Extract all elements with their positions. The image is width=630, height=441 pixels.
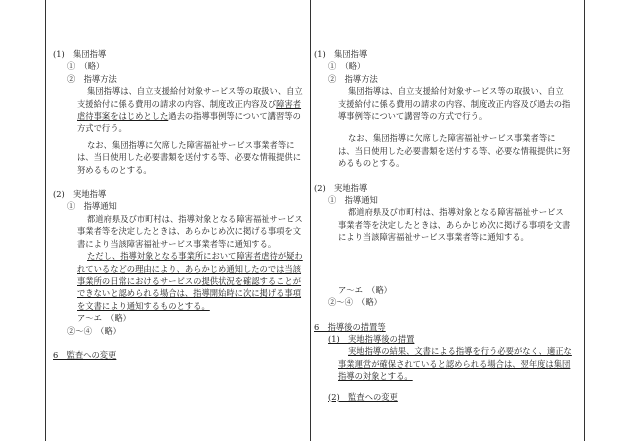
- underlined-amendment: ただし、指導対象となる事業所において障害者虐待が疑われているなどの理由により、あらかじめ通知したのでは当該事業所の日常におけるサービスの提供状況を確認することができないと認められる場合は、指導開始時に次に掲げる事項を文書により通知するものとする。: [77, 251, 303, 311]
- item: ① 指導通知: [328, 195, 378, 206]
- item: ② 指導方法: [67, 73, 117, 84]
- section-heading: 6 監査への変更: [53, 349, 117, 360]
- paragraph: なお、集団指導に欠席した障害福祉サービス事業者等には、当日使用した必要書類を送付する等、必要な情報提供に努めるものとする。: [77, 139, 302, 175]
- paragraph: なお、集団指導に欠席した障害福祉サービス事業者等には、当日使用した必要書類を送付する等、必要な情報提供に努めるものとする。: [338, 133, 571, 169]
- item: ②〜④ （略）: [67, 325, 121, 336]
- paragraph: 集団指導は、自立支援給付対象サービス等の取扱い、自立支援給付に係る費用の請求の内容、制度改正内容及び過去の指導事例等について講習等の方式で行う。: [338, 86, 571, 122]
- item: ② 指導方法: [328, 73, 378, 84]
- underlined-amendment: 障害者虐待事案をはじめとした: [77, 98, 302, 122]
- item: ア〜エ （略）: [77, 313, 131, 324]
- paragraph: 集団指導は、自立支援給付対象サービス等の取扱い、自立支援給付に係る費用の請求の内容、制度改正内容及び障害者虐待事案をはじめとした過去の指導事例等について講習等の方式で行う。: [77, 86, 303, 134]
- section-heading: 6 指導後の措置等: [314, 321, 386, 332]
- paragraph: 都道府県及び市町村は、指導対象となる障害福祉サービス事業者等を決定したときは、あらかじめ次に掲げる事項を文書により当該障害福祉サービス事業者等に通知する。: [338, 207, 571, 243]
- paragraph: 都道府県及び市町村は、指導対象となる障害福祉サービス事業者等を決定したときは、あらかじめ次に掲げる事項を文書により当該障害福祉サービス事業者等に通知する。: [77, 213, 303, 249]
- item: ア〜エ （略）: [338, 284, 392, 295]
- item: ① （略）: [67, 61, 105, 72]
- underlined-amendment: 実地指導の結果、文書による指導を行う必要がなく、適正な事業運営が確保されていると認められる場合は、翌年度は集団指導の対象とする。: [338, 346, 572, 382]
- item: ① 指導通知: [67, 201, 117, 212]
- section-heading: (2) 実地指導: [53, 189, 107, 200]
- item: ②〜④ （略）: [328, 297, 382, 308]
- item: ① （略）: [328, 61, 366, 72]
- right-border: [584, 0, 585, 441]
- section-heading: (2) 実地指導: [314, 182, 368, 193]
- column-divider: [310, 0, 311, 441]
- left-border: [45, 0, 46, 441]
- section-heading: (1) 集団指導: [314, 49, 368, 59]
- section-heading: (1) 集団指導: [53, 49, 107, 59]
- subsection-heading: (1) 実地指導後の措置: [328, 333, 415, 344]
- subsection-heading: (2) 監査への変更: [328, 391, 398, 402]
- revised-text-column: [53, 48, 307, 361]
- current-text-column: [314, 48, 572, 403]
